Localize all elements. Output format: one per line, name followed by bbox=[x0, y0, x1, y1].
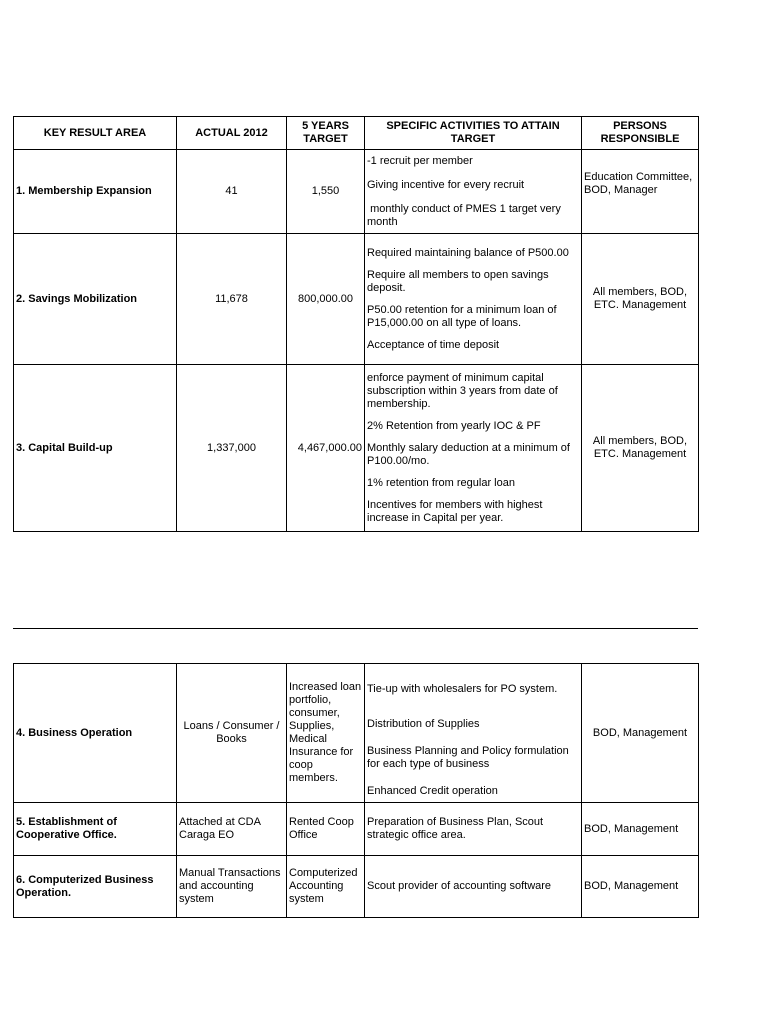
kra-table-top bbox=[13, 116, 699, 532]
kra-name: 5. Establishment of Cooperative Office. bbox=[14, 803, 177, 856]
activities-cell bbox=[365, 803, 582, 856]
persons-responsible: All members, BOD, ETC. Management bbox=[582, 365, 699, 532]
kra-name: 3. Capital Build-up bbox=[14, 365, 177, 532]
activity-item: Monthly salary deduction at a minimum of P100.00/mo. bbox=[367, 441, 570, 467]
activity-item: Giving incentive for every recruit bbox=[367, 178, 525, 191]
persons-responsible: BOD, Management bbox=[582, 664, 699, 803]
activity-item: Incentives for members with highest increase in Capital per year. bbox=[367, 498, 543, 524]
kra-name: 2. Savings Mobilization bbox=[14, 234, 177, 365]
activity-item: 2% Retention from yearly IOC & PF bbox=[367, 419, 541, 432]
header-actual-2012: ACTUAL 2012 bbox=[177, 117, 287, 150]
activities-cell bbox=[365, 856, 582, 918]
header-key-result-area: KEY RESULT AREA bbox=[14, 117, 177, 150]
activity-item: P50.00 retention for a minimum loan of P15,000.00 on all type of loans. bbox=[367, 303, 557, 329]
activity-item: Scout provider of accounting software bbox=[367, 880, 552, 892]
actual-value: Attached at CDA Caraga EO bbox=[177, 803, 287, 856]
kra-name: 1. Membership Expansion bbox=[14, 150, 177, 234]
activity-item: Enhanced Credit operation bbox=[367, 784, 498, 797]
table-row bbox=[14, 365, 699, 532]
activity-item: enforce payment of minimum capital subscription within 3 years from date of membership. bbox=[367, 371, 558, 410]
target-value: Increased loan portfolio, consumer, Supplies, Medical Insurance for coop members. bbox=[287, 664, 365, 803]
header-5-years-target: 5 YEARS TARGET bbox=[287, 117, 365, 150]
activity-item: Preparation of Business Plan, Scout strategic office area. bbox=[367, 816, 544, 841]
activities-cell bbox=[365, 150, 582, 234]
header-row bbox=[14, 117, 699, 150]
activity-item: Business Planning and Policy formulation for each type of business bbox=[367, 744, 569, 770]
activity-item: Require all members to open savings deposit. bbox=[367, 268, 549, 294]
kra-name: 6. Computerized Business Operation. bbox=[14, 856, 177, 918]
persons-responsible: BOD, Management bbox=[582, 856, 699, 918]
persons-responsible: All members, BOD, ETC. Management bbox=[582, 234, 699, 365]
actual-value: Loans / Consumer / Books bbox=[177, 664, 287, 803]
activity-item: monthly conduct of PMES 1 target very month bbox=[367, 202, 564, 228]
target-value: 4,467,000.00 bbox=[287, 365, 365, 532]
persons-responsible: Education Committee, BOD, Manager bbox=[582, 150, 699, 234]
table-row bbox=[14, 234, 699, 365]
table-row bbox=[14, 856, 699, 918]
target-value: Rented Coop Office bbox=[287, 803, 365, 856]
table-row bbox=[14, 150, 699, 234]
activities-cell bbox=[365, 234, 582, 365]
activity-item: -1 recruit per member bbox=[367, 154, 473, 167]
activities-cell bbox=[365, 664, 582, 803]
activity-item: Tie-up with wholesalers for PO system. bbox=[367, 682, 558, 695]
activities-cell bbox=[365, 365, 582, 532]
target-value: 1,550 bbox=[287, 150, 365, 234]
persons-responsible: BOD, Management bbox=[582, 803, 699, 856]
actual-value: Manual Transactions and accounting system bbox=[177, 856, 287, 918]
header-specific-activities: SPECIFIC ACTIVITIES TO ATTAIN TARGET bbox=[365, 117, 582, 150]
section-divider bbox=[13, 628, 698, 629]
target-value: Computerized Accounting system bbox=[287, 856, 365, 918]
table-row bbox=[14, 803, 699, 856]
header-persons-responsible: PERSONS RESPONSIBLE bbox=[582, 117, 699, 150]
actual-value: 41 bbox=[177, 150, 287, 234]
table-row bbox=[14, 664, 699, 803]
kra-table-bottom bbox=[13, 663, 699, 918]
activity-item: Required maintaining balance of P500.00 bbox=[367, 246, 569, 259]
target-value: 800,000.00 bbox=[287, 234, 365, 365]
actual-value: 1,337,000 bbox=[177, 365, 287, 532]
activity-item: Distribution of Supplies bbox=[367, 717, 480, 730]
actual-value: 11,678 bbox=[177, 234, 287, 365]
activity-item: Acceptance of time deposit bbox=[367, 338, 500, 351]
kra-name: 4. Business Operation bbox=[14, 664, 177, 803]
activity-item: 1% retention from regular loan bbox=[367, 476, 515, 489]
